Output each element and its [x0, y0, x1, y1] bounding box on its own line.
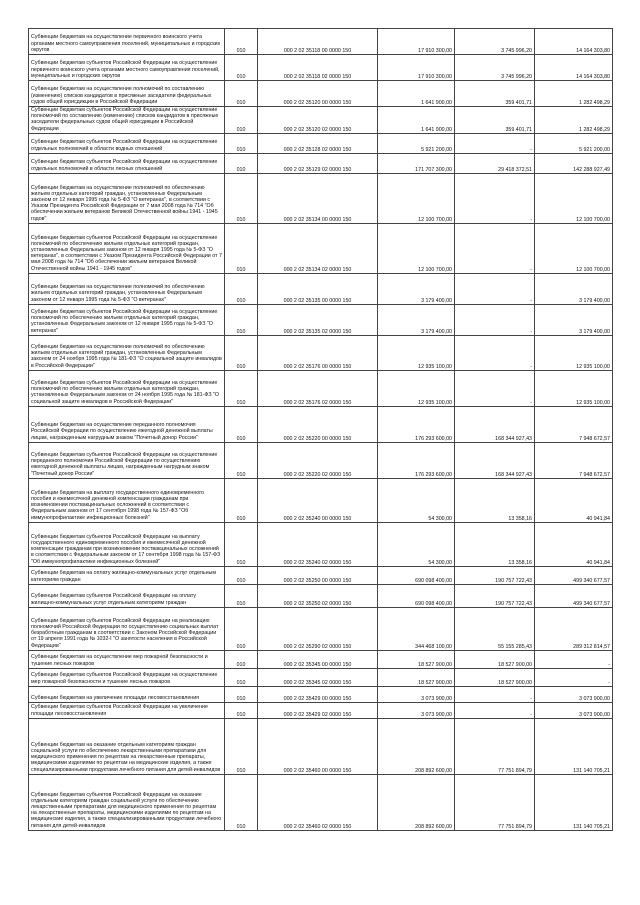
unexecuted-amount-cell: 142 288 927,49 — [535, 153, 613, 173]
executed-amount-cell: 3 745 996,20 — [455, 29, 535, 55]
unexecuted-amount-cell: 131 140 705,21 — [535, 774, 613, 830]
income-name-cell: Субвенции бюджетам субъектов Российской Федерации на выплату государственного единовременного пособия и ежемесячной денежной компенсации гражданам при возникновении поствакцинальных осложнений в соответствии с Федеральным законом от 17 сентября 1998 года № 157-ФЗ "Об иммунопрофилактике инфекционных болезней" — [29, 522, 225, 566]
row-code-cell: 010 — [225, 273, 258, 304]
row-code-cell: 010 — [225, 81, 258, 107]
executed-amount-cell: - — [455, 304, 535, 335]
unexecuted-amount-cell: 7 948 672,57 — [535, 406, 613, 442]
executed-amount-cell: 77 751 894,79 — [455, 774, 535, 830]
executed-amount-cell: 168 344 927,43 — [455, 406, 535, 442]
row-code-cell: 010 — [225, 335, 258, 370]
income-name-cell: Субвенции бюджетам на осуществление первичного воинского учета органами местного самоуправления поселений, муниципальных и городских округов — [29, 29, 225, 55]
executed-amount-cell: 13 358,16 — [455, 478, 535, 522]
table-row — [29, 774, 613, 830]
unexecuted-amount-cell: 7 948 672,57 — [535, 442, 613, 478]
approved-amount-cell: 208 892 600,00 — [378, 718, 455, 774]
table-row — [29, 370, 613, 406]
table-row — [29, 607, 613, 650]
row-code-cell: 010 — [225, 702, 258, 718]
income-name-cell: Субвенции бюджетам субъектов Российской Федерации на осуществление отдельных полномочий в области водных отношений — [29, 133, 225, 153]
unexecuted-amount-cell: 5 921 200,00 — [535, 133, 613, 153]
row-code-cell: 010 — [225, 774, 258, 830]
unexecuted-amount-cell: - — [535, 668, 613, 686]
unexecuted-amount-cell: 131 140 705,21 — [535, 718, 613, 774]
table-row — [29, 566, 613, 584]
approved-amount-cell: 3 073 900,00 — [378, 686, 455, 702]
approved-amount-cell: 12 935 100,00 — [378, 370, 455, 406]
approved-amount-cell: 18 527 900,00 — [378, 668, 455, 686]
budget-classification-code-cell: 000 2 02 35135 00 0000 150 — [258, 273, 378, 304]
income-name-cell: Субвенции бюджетам на осуществление полномочий по составлению (изменению) списков кандидатов в присяжные заседатели федеральных судов общей юрисдикции в Российской Федерации — [29, 81, 225, 107]
row-code-cell: 010 — [225, 406, 258, 442]
approved-amount-cell: 1 641 900,00 — [378, 107, 455, 134]
income-name-cell: Субвенции бюджетам субъектов Российской Федерации на реализацию полномочий Российской Федерации по осуществлению социальных выплат безработным гражданам в соответствии с Законом Российской Федерации от 19 апреля 1991 года № 1032-I "О занятости населения в Российской Федерации" — [29, 607, 225, 650]
table-row — [29, 81, 613, 107]
approved-amount-cell: 5 921 200,00 — [378, 133, 455, 153]
table-row — [29, 304, 613, 335]
unexecuted-amount-cell: 40 941,84 — [535, 522, 613, 566]
executed-amount-cell: - — [455, 273, 535, 304]
executed-amount-cell: 190 757 722,43 — [455, 584, 535, 607]
income-name-cell: Субвенции бюджетам субъектов Российской Федерации на осуществление мер пожарной безопасности и тушение лесных пожаров — [29, 668, 225, 686]
income-name-cell: Субвенции бюджетам субъектов Российской Федерации на оплату жилищно-коммунальных услуг отдельным категориям граждан — [29, 584, 225, 607]
budget-classification-code-cell: 000 2 02 35128 02 0000 150 — [258, 133, 378, 153]
unexecuted-amount-cell: 12 100 700,00 — [535, 173, 613, 223]
budget-classification-code-cell: 000 2 02 35429 02 0000 150 — [258, 702, 378, 718]
budget-classification-code-cell: 000 2 02 35120 00 0000 150 — [258, 81, 378, 107]
approved-amount-cell: 690 098 400,00 — [378, 566, 455, 584]
budget-classification-code-cell: 000 2 02 35134 02 0000 150 — [258, 223, 378, 273]
table-row — [29, 335, 613, 370]
row-code-cell: 010 — [225, 686, 258, 702]
row-code-cell: 010 — [225, 607, 258, 650]
table-row — [29, 406, 613, 442]
unexecuted-amount-cell: 289 312 814,57 — [535, 607, 613, 650]
approved-amount-cell: 3 179 400,00 — [378, 273, 455, 304]
row-code-cell: 010 — [225, 107, 258, 134]
table-row — [29, 55, 613, 81]
row-code-cell: 010 — [225, 29, 258, 55]
approved-amount-cell: 54 300,00 — [378, 478, 455, 522]
income-name-cell: Субвенции бюджетам субъектов Российской Федерации на увеличение площади лесовосстановления — [29, 702, 225, 718]
row-code-cell: 010 — [225, 173, 258, 223]
unexecuted-amount-cell: 3 073 900,00 — [535, 686, 613, 702]
executed-amount-cell: 29 418 372,51 — [455, 153, 535, 173]
unexecuted-amount-cell: 3 073 900,00 — [535, 702, 613, 718]
row-code-cell: 010 — [225, 668, 258, 686]
executed-amount-cell: - — [455, 686, 535, 702]
unexecuted-amount-cell: 1 282 498,29 — [535, 107, 613, 134]
row-code-cell: 010 — [225, 55, 258, 81]
budget-classification-code-cell: 000 2 02 35460 00 0000 150 — [258, 718, 378, 774]
income-name-cell: Субвенции бюджетам на выплату государственного единовременного пособия и ежемесячной денежной компенсации гражданам при возникновении поствакцинальных осложнений в соответствии с Федеральным законом от 17 сентября 1998 года № 157-ФЗ "Об иммунопрофилактике инфекционных болезней" — [29, 478, 225, 522]
unexecuted-amount-cell: 1 282 498,29 — [535, 81, 613, 107]
approved-amount-cell: 690 098 400,00 — [378, 584, 455, 607]
income-name-cell: Субвенции бюджетам субъектов Российской Федерации на осуществление полномочий по обеспечению жильем отдельных категорий граждан, установленных Федеральным законом от 24 ноября 1995 года № 181-ФЗ "О социальной защите инвалидов в Российской Федерации" — [29, 370, 225, 406]
budget-classification-code-cell: 000 2 02 35220 00 0000 150 — [258, 406, 378, 442]
budget-classification-code-cell: 000 2 02 35176 02 0000 150 — [258, 370, 378, 406]
budget-classification-code-cell: 000 2 02 35290 02 0000 150 — [258, 607, 378, 650]
budget-classification-code-cell: 000 2 02 35118 02 0000 150 — [258, 55, 378, 81]
income-name-cell: Субвенции бюджетам субъектов Российской Федерации на осуществление первичного воинского учета органами местного самоуправления поселений, муниципальных и городских округов — [29, 55, 225, 81]
executed-amount-cell: - — [455, 370, 535, 406]
unexecuted-amount-cell: 12 100 700,00 — [535, 223, 613, 273]
unexecuted-amount-cell: 14 164 303,80 — [535, 55, 613, 81]
budget-classification-code-cell: 000 2 02 35240 02 0000 150 — [258, 522, 378, 566]
executed-amount-cell: 3 745 996,20 — [455, 55, 535, 81]
unexecuted-amount-cell: 3 179 400,00 — [535, 304, 613, 335]
table-row — [29, 273, 613, 304]
executed-amount-cell: 168 344 927,43 — [455, 442, 535, 478]
income-name-cell: Субвенции бюджетам субъектов Российской Федерации на осуществление полномочий по обеспечению жильем отдельных категорий граждан, установленных Федеральным законом от 12 января 1995 года № 5-ФЗ "О ветеранах", в соответствии с Указом Президента Российской Федерации от 7 мая 2008 года № 714 "Об обеспечении жильем ветеранов Великой Отечественной войны 1941 - 1945 годов" — [29, 223, 225, 273]
unexecuted-amount-cell: 499 340 677,57 — [535, 566, 613, 584]
row-code-cell: 010 — [225, 133, 258, 153]
budget-classification-code-cell: 000 2 02 35120 02 0000 150 — [258, 107, 378, 134]
approved-amount-cell: 3 179 400,00 — [378, 304, 455, 335]
approved-amount-cell: 176 293 600,00 — [378, 442, 455, 478]
unexecuted-amount-cell: - — [535, 650, 613, 668]
budget-classification-code-cell: 000 2 02 35135 02 0000 150 — [258, 304, 378, 335]
row-code-cell: 010 — [225, 566, 258, 584]
row-code-cell: 010 — [225, 223, 258, 273]
table-row — [29, 522, 613, 566]
income-name-cell: Субвенции бюджетам на осуществление полномочий по обеспечению жильем отдельных категорий граждан, установленных Федеральным законом от 24 ноября 1995 года № 181-ФЗ "О социальной защите инвалидов в Российской Федерации" — [29, 335, 225, 370]
executed-amount-cell: 77 751 894,79 — [455, 718, 535, 774]
row-code-cell: 010 — [225, 718, 258, 774]
approved-amount-cell: 17 910 300,00 — [378, 55, 455, 81]
row-code-cell: 010 — [225, 304, 258, 335]
table-body — [29, 29, 613, 831]
approved-amount-cell: 12 935 100,00 — [378, 335, 455, 370]
executed-amount-cell: 18 527 900,00 — [455, 668, 535, 686]
income-name-cell: Субвенции бюджетам субъектов Российской Федерации на осуществление полномочий по составлению (изменению) списков кандидатов в присяжные заседатели федеральных судов общей юрисдикции в Российской Федерации — [29, 107, 225, 134]
row-code-cell: 010 — [225, 153, 258, 173]
table-row — [29, 133, 613, 153]
executed-amount-cell: 190 757 722,43 — [455, 566, 535, 584]
approved-amount-cell: 54 300,00 — [378, 522, 455, 566]
budget-classification-code-cell: 000 2 02 35118 00 0000 150 — [258, 29, 378, 55]
income-name-cell: Субвенции бюджетам на осуществление мер пожарной безопасности и тушение лесных пожаров — [29, 650, 225, 668]
budget-classification-code-cell: 000 2 02 35345 00 0000 150 — [258, 650, 378, 668]
income-name-cell: Субвенции бюджетам на осуществление полномочий по обеспечению жильем отдельных категорий граждан, установленных Федеральным законом от 12 января 1995 года № 5-ФЗ "О ветеранах", в соответствии с Указом Президента Российской Федерации от 7 мая 2008 года № 714 "Об обеспечении жильем ветеранов Великой Отечественной войны 1941 - 1945 годов" — [29, 173, 225, 223]
income-name-cell: Субвенции бюджетам на осуществление полномочий по обеспечению жильем отдельных категорий граждан, установленных Федеральным законом от 12 января 1995 года № 5-ФЗ "О ветеранах" — [29, 273, 225, 304]
table-row — [29, 29, 613, 55]
executed-amount-cell: 18 527 900,00 — [455, 650, 535, 668]
approved-amount-cell: 17 910 300,00 — [378, 29, 455, 55]
approved-amount-cell: 171 707 300,00 — [378, 153, 455, 173]
table-row — [29, 668, 613, 686]
unexecuted-amount-cell: 14 164 303,80 — [535, 29, 613, 55]
income-name-cell: Субвенции бюджетам на увеличение площади лесовосстановления — [29, 686, 225, 702]
income-name-cell: Субвенции бюджетам субъектов Российской Федерации на осуществление отдельных полномочий в области лесных отношений — [29, 153, 225, 173]
report-page — [28, 28, 612, 831]
budget-classification-code-cell: 000 2 02 35345 02 0000 150 — [258, 668, 378, 686]
approved-amount-cell: 208 892 600,00 — [378, 774, 455, 830]
table-row — [29, 650, 613, 668]
approved-amount-cell: 344 468 100,00 — [378, 607, 455, 650]
budget-income-table — [28, 28, 613, 831]
table-row — [29, 442, 613, 478]
row-code-cell: 010 — [225, 370, 258, 406]
row-code-cell: 010 — [225, 522, 258, 566]
income-name-cell: Субвенции бюджетам субъектов Российской Федерации на осуществление переданного полномочия Российской Федерации по осуществлению ежегодной денежной выплаты лицам, награжденным нагрудным знаком "Почетный донор России" — [29, 442, 225, 478]
budget-classification-code-cell: 000 2 02 35429 00 0000 150 — [258, 686, 378, 702]
row-code-cell: 010 — [225, 650, 258, 668]
approved-amount-cell: 3 073 900,00 — [378, 702, 455, 718]
unexecuted-amount-cell: 499 340 677,57 — [535, 584, 613, 607]
table-row — [29, 107, 613, 134]
budget-classification-code-cell: 000 2 02 35134 00 0000 150 — [258, 173, 378, 223]
budget-classification-code-cell: 000 2 02 35460 02 0000 150 — [258, 774, 378, 830]
table-row — [29, 686, 613, 702]
unexecuted-amount-cell: 3 179 400,00 — [535, 273, 613, 304]
budget-classification-code-cell: 000 2 02 35250 00 0000 150 — [258, 566, 378, 584]
executed-amount-cell: 359 401,71 — [455, 107, 535, 134]
unexecuted-amount-cell: 40 941,84 — [535, 478, 613, 522]
income-name-cell: Субвенции бюджетам на оплату жилищно-коммунальных услуг отдельным категориям граждан — [29, 566, 225, 584]
income-name-cell: Субвенции бюджетам на оказание отдельным категориям граждан социальной услуги по обеспечению лекарственными препаратами для медицинского применения по рецептам на лекарственные препараты, медицинскими изделиями по рецептам на медицинские изделия, а также специализированными продуктами лечебного питания для детей-инвалидов — [29, 718, 225, 774]
row-code-cell: 010 — [225, 478, 258, 522]
unexecuted-amount-cell: 12 935 100,00 — [535, 335, 613, 370]
table-row — [29, 153, 613, 173]
executed-amount-cell: - — [455, 133, 535, 153]
approved-amount-cell: 1 641 900,00 — [378, 81, 455, 107]
executed-amount-cell: - — [455, 702, 535, 718]
budget-classification-code-cell: 000 2 02 35176 00 0000 150 — [258, 335, 378, 370]
executed-amount-cell: 55 155 285,43 — [455, 607, 535, 650]
budget-classification-code-cell: 000 2 02 35220 02 0000 150 — [258, 442, 378, 478]
table-row — [29, 702, 613, 718]
table-row — [29, 173, 613, 223]
executed-amount-cell: 13 358,16 — [455, 522, 535, 566]
income-name-cell: Субвенции бюджетам субъектов Российской Федерации на оказание отдельным категориям граждан социальной услуги по обеспечению лекарственными препаратами для медицинского применения по рецептам на лекарственные препараты, медицинскими изделиями по рецептам на медицинские изделия, а также специализированными продуктами лечебного питания для детей-инвалидов — [29, 774, 225, 830]
unexecuted-amount-cell: 12 935 100,00 — [535, 370, 613, 406]
approved-amount-cell: 12 100 700,00 — [378, 173, 455, 223]
budget-classification-code-cell: 000 2 02 35250 02 0000 150 — [258, 584, 378, 607]
approved-amount-cell: 176 293 600,00 — [378, 406, 455, 442]
budget-classification-code-cell: 000 2 02 35240 00 0000 150 — [258, 478, 378, 522]
budget-classification-code-cell: 000 2 02 35129 02 0000 150 — [258, 153, 378, 173]
row-code-cell: 010 — [225, 584, 258, 607]
executed-amount-cell: - — [455, 335, 535, 370]
approved-amount-cell: 12 100 700,00 — [378, 223, 455, 273]
executed-amount-cell: - — [455, 173, 535, 223]
row-code-cell: 010 — [225, 442, 258, 478]
income-name-cell: Субвенции бюджетам субъектов Российской Федерации на осуществление полномочий по обеспечению жильем отдельных категорий граждан, установленных Федеральным законом от 12 января 1995 года № 5-ФЗ "О ветеранах" — [29, 304, 225, 335]
executed-amount-cell: - — [455, 223, 535, 273]
table-row — [29, 223, 613, 273]
income-name-cell: Субвенции бюджетам на осуществление переданного полномочия Российской Федерации по осуществлению ежегодной денежной выплаты лицам, награжденным нагрудным знаком "Почетный донор России" — [29, 406, 225, 442]
table-row — [29, 718, 613, 774]
executed-amount-cell: 359 401,71 — [455, 81, 535, 107]
table-row — [29, 584, 613, 607]
table-row — [29, 478, 613, 522]
approved-amount-cell: 18 527 900,00 — [378, 650, 455, 668]
